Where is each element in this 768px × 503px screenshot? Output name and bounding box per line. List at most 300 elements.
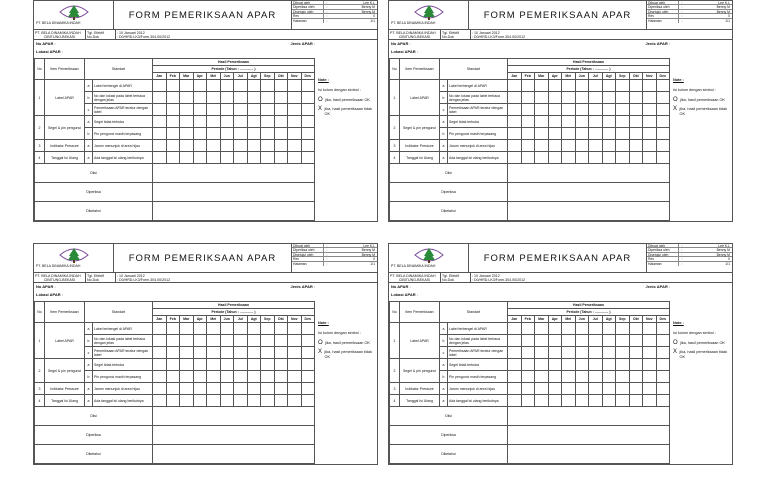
- result-cell[interactable]: [153, 128, 167, 140]
- result-cell[interactable]: [521, 371, 535, 383]
- result-cell[interactable]: [643, 359, 657, 371]
- result-cell[interactable]: [656, 371, 670, 383]
- result-cell[interactable]: [508, 128, 522, 140]
- result-cell[interactable]: [193, 80, 207, 92]
- result-cell[interactable]: [629, 104, 643, 116]
- result-cell[interactable]: [656, 92, 670, 104]
- result-cell[interactable]: [180, 371, 194, 383]
- result-cell[interactable]: [220, 140, 234, 152]
- result-cell[interactable]: [166, 323, 180, 335]
- result-cell[interactable]: [166, 152, 180, 164]
- result-cell[interactable]: [548, 140, 562, 152]
- result-cell[interactable]: [562, 359, 576, 371]
- result-cell[interactable]: [521, 152, 535, 164]
- result-cell[interactable]: [274, 359, 288, 371]
- result-cell[interactable]: [261, 371, 275, 383]
- result-cell[interactable]: [193, 395, 207, 407]
- result-cell[interactable]: [575, 92, 589, 104]
- result-cell[interactable]: [521, 335, 535, 347]
- result-cell[interactable]: [508, 80, 522, 92]
- result-cell[interactable]: [602, 92, 616, 104]
- result-cell[interactable]: [535, 92, 549, 104]
- result-cell[interactable]: [629, 347, 643, 359]
- result-cell[interactable]: [274, 152, 288, 164]
- result-cell[interactable]: [180, 323, 194, 335]
- result-cell[interactable]: [193, 116, 207, 128]
- result-cell[interactable]: [508, 371, 522, 383]
- result-cell[interactable]: [562, 116, 576, 128]
- result-cell[interactable]: [274, 371, 288, 383]
- result-cell[interactable]: [288, 347, 302, 359]
- result-cell[interactable]: [589, 116, 603, 128]
- result-cell[interactable]: [548, 92, 562, 104]
- result-cell[interactable]: [602, 359, 616, 371]
- result-cell[interactable]: [562, 152, 576, 164]
- result-cell[interactable]: [535, 323, 549, 335]
- result-cell[interactable]: [261, 140, 275, 152]
- result-cell[interactable]: [656, 116, 670, 128]
- result-cell[interactable]: [247, 395, 261, 407]
- result-cell[interactable]: [220, 92, 234, 104]
- result-cell[interactable]: [193, 323, 207, 335]
- result-cell[interactable]: [234, 92, 248, 104]
- result-cell[interactable]: [193, 383, 207, 395]
- result-cell[interactable]: [602, 347, 616, 359]
- result-cell[interactable]: [643, 395, 657, 407]
- result-cell[interactable]: [629, 92, 643, 104]
- result-cell[interactable]: [288, 128, 302, 140]
- result-cell[interactable]: [180, 140, 194, 152]
- signature-field[interactable]: [508, 183, 670, 202]
- result-cell[interactable]: [166, 128, 180, 140]
- result-cell[interactable]: [629, 383, 643, 395]
- result-cell[interactable]: [562, 104, 576, 116]
- result-cell[interactable]: [589, 128, 603, 140]
- signature-field[interactable]: [508, 445, 670, 464]
- result-cell[interactable]: [247, 116, 261, 128]
- result-cell[interactable]: [207, 359, 221, 371]
- result-cell[interactable]: [575, 80, 589, 92]
- result-cell[interactable]: [247, 371, 261, 383]
- result-cell[interactable]: [575, 347, 589, 359]
- result-cell[interactable]: [193, 359, 207, 371]
- result-cell[interactable]: [261, 80, 275, 92]
- result-cell[interactable]: [261, 335, 275, 347]
- result-cell[interactable]: [521, 128, 535, 140]
- result-cell[interactable]: [602, 323, 616, 335]
- result-cell[interactable]: [180, 152, 194, 164]
- result-cell[interactable]: [207, 323, 221, 335]
- result-cell[interactable]: [180, 80, 194, 92]
- result-cell[interactable]: [535, 128, 549, 140]
- result-cell[interactable]: [656, 335, 670, 347]
- result-cell[interactable]: [616, 335, 630, 347]
- result-cell[interactable]: [656, 128, 670, 140]
- result-cell[interactable]: [575, 323, 589, 335]
- signature-field[interactable]: [153, 164, 315, 183]
- result-cell[interactable]: [288, 371, 302, 383]
- result-cell[interactable]: [656, 104, 670, 116]
- result-cell[interactable]: [247, 92, 261, 104]
- result-cell[interactable]: [274, 347, 288, 359]
- result-cell[interactable]: [193, 335, 207, 347]
- result-cell[interactable]: [180, 116, 194, 128]
- result-cell[interactable]: [616, 140, 630, 152]
- result-cell[interactable]: [548, 104, 562, 116]
- result-cell[interactable]: [301, 152, 315, 164]
- result-cell[interactable]: [656, 383, 670, 395]
- result-cell[interactable]: [589, 395, 603, 407]
- result-cell[interactable]: [153, 359, 167, 371]
- signature-field[interactable]: [508, 407, 670, 426]
- result-cell[interactable]: [301, 335, 315, 347]
- result-cell[interactable]: [220, 395, 234, 407]
- result-cell[interactable]: [220, 80, 234, 92]
- signature-field[interactable]: [153, 183, 315, 202]
- result-cell[interactable]: [166, 395, 180, 407]
- result-cell[interactable]: [616, 383, 630, 395]
- result-cell[interactable]: [589, 92, 603, 104]
- result-cell[interactable]: [602, 371, 616, 383]
- result-cell[interactable]: [234, 335, 248, 347]
- result-cell[interactable]: [521, 140, 535, 152]
- result-cell[interactable]: [643, 152, 657, 164]
- result-cell[interactable]: [535, 116, 549, 128]
- result-cell[interactable]: [247, 104, 261, 116]
- result-cell[interactable]: [629, 140, 643, 152]
- result-cell[interactable]: [575, 116, 589, 128]
- result-cell[interactable]: [508, 335, 522, 347]
- result-cell[interactable]: [535, 140, 549, 152]
- result-cell[interactable]: [643, 347, 657, 359]
- result-cell[interactable]: [220, 371, 234, 383]
- result-cell[interactable]: [301, 347, 315, 359]
- result-cell[interactable]: [193, 92, 207, 104]
- result-cell[interactable]: [153, 152, 167, 164]
- signature-field[interactable]: [508, 164, 670, 183]
- result-cell[interactable]: [220, 128, 234, 140]
- result-cell[interactable]: [643, 116, 657, 128]
- result-cell[interactable]: [166, 383, 180, 395]
- result-cell[interactable]: [207, 152, 221, 164]
- result-cell[interactable]: [643, 371, 657, 383]
- result-cell[interactable]: [589, 383, 603, 395]
- result-cell[interactable]: [207, 80, 221, 92]
- result-cell[interactable]: [575, 395, 589, 407]
- result-cell[interactable]: [166, 335, 180, 347]
- result-cell[interactable]: [535, 104, 549, 116]
- result-cell[interactable]: [288, 395, 302, 407]
- result-cell[interactable]: [288, 80, 302, 92]
- result-cell[interactable]: [629, 323, 643, 335]
- result-cell[interactable]: [629, 395, 643, 407]
- result-cell[interactable]: [301, 104, 315, 116]
- result-cell[interactable]: [261, 359, 275, 371]
- result-cell[interactable]: [220, 323, 234, 335]
- result-cell[interactable]: [166, 80, 180, 92]
- result-cell[interactable]: [535, 371, 549, 383]
- result-cell[interactable]: [643, 92, 657, 104]
- result-cell[interactable]: [274, 395, 288, 407]
- result-cell[interactable]: [261, 395, 275, 407]
- result-cell[interactable]: [575, 104, 589, 116]
- result-cell[interactable]: [261, 116, 275, 128]
- result-cell[interactable]: [508, 323, 522, 335]
- result-cell[interactable]: [575, 371, 589, 383]
- result-cell[interactable]: [220, 359, 234, 371]
- result-cell[interactable]: [193, 347, 207, 359]
- result-cell[interactable]: [629, 80, 643, 92]
- result-cell[interactable]: [548, 383, 562, 395]
- result-cell[interactable]: [193, 104, 207, 116]
- result-cell[interactable]: [616, 371, 630, 383]
- result-cell[interactable]: [234, 152, 248, 164]
- result-cell[interactable]: [153, 104, 167, 116]
- result-cell[interactable]: [153, 80, 167, 92]
- result-cell[interactable]: [521, 359, 535, 371]
- result-cell[interactable]: [234, 383, 248, 395]
- result-cell[interactable]: [589, 104, 603, 116]
- result-cell[interactable]: [643, 335, 657, 347]
- result-cell[interactable]: [180, 347, 194, 359]
- result-cell[interactable]: [575, 335, 589, 347]
- result-cell[interactable]: [153, 116, 167, 128]
- result-cell[interactable]: [274, 335, 288, 347]
- result-cell[interactable]: [535, 395, 549, 407]
- result-cell[interactable]: [153, 347, 167, 359]
- result-cell[interactable]: [288, 323, 302, 335]
- result-cell[interactable]: [166, 140, 180, 152]
- result-cell[interactable]: [261, 92, 275, 104]
- result-cell[interactable]: [643, 80, 657, 92]
- result-cell[interactable]: [220, 383, 234, 395]
- result-cell[interactable]: [508, 347, 522, 359]
- result-cell[interactable]: [234, 359, 248, 371]
- result-cell[interactable]: [602, 128, 616, 140]
- result-cell[interactable]: [548, 371, 562, 383]
- result-cell[interactable]: [288, 116, 302, 128]
- result-cell[interactable]: [535, 383, 549, 395]
- result-cell[interactable]: [602, 152, 616, 164]
- result-cell[interactable]: [220, 335, 234, 347]
- result-cell[interactable]: [207, 104, 221, 116]
- result-cell[interactable]: [261, 152, 275, 164]
- result-cell[interactable]: [656, 347, 670, 359]
- result-cell[interactable]: [575, 152, 589, 164]
- result-cell[interactable]: [643, 140, 657, 152]
- signature-field[interactable]: [153, 445, 315, 464]
- result-cell[interactable]: [629, 128, 643, 140]
- result-cell[interactable]: [548, 335, 562, 347]
- result-cell[interactable]: [562, 80, 576, 92]
- result-cell[interactable]: [166, 371, 180, 383]
- result-cell[interactable]: [656, 323, 670, 335]
- result-cell[interactable]: [535, 335, 549, 347]
- result-cell[interactable]: [247, 80, 261, 92]
- result-cell[interactable]: [548, 128, 562, 140]
- result-cell[interactable]: [602, 80, 616, 92]
- result-cell[interactable]: [521, 116, 535, 128]
- result-cell[interactable]: [589, 347, 603, 359]
- result-cell[interactable]: [589, 152, 603, 164]
- result-cell[interactable]: [643, 323, 657, 335]
- result-cell[interactable]: [153, 92, 167, 104]
- result-cell[interactable]: [629, 116, 643, 128]
- result-cell[interactable]: [261, 104, 275, 116]
- result-cell[interactable]: [247, 383, 261, 395]
- result-cell[interactable]: [166, 347, 180, 359]
- result-cell[interactable]: [247, 335, 261, 347]
- result-cell[interactable]: [220, 152, 234, 164]
- result-cell[interactable]: [589, 80, 603, 92]
- result-cell[interactable]: [247, 152, 261, 164]
- result-cell[interactable]: [643, 104, 657, 116]
- result-cell[interactable]: [548, 152, 562, 164]
- result-cell[interactable]: [643, 128, 657, 140]
- result-cell[interactable]: [207, 383, 221, 395]
- result-cell[interactable]: [180, 395, 194, 407]
- result-cell[interactable]: [180, 92, 194, 104]
- result-cell[interactable]: [274, 116, 288, 128]
- result-cell[interactable]: [274, 323, 288, 335]
- result-cell[interactable]: [656, 395, 670, 407]
- result-cell[interactable]: [220, 347, 234, 359]
- result-cell[interactable]: [274, 140, 288, 152]
- result-cell[interactable]: [274, 383, 288, 395]
- result-cell[interactable]: [521, 104, 535, 116]
- result-cell[interactable]: [629, 359, 643, 371]
- result-cell[interactable]: [616, 359, 630, 371]
- result-cell[interactable]: [234, 128, 248, 140]
- result-cell[interactable]: [153, 335, 167, 347]
- result-cell[interactable]: [288, 383, 302, 395]
- result-cell[interactable]: [562, 371, 576, 383]
- result-cell[interactable]: [521, 323, 535, 335]
- signature-field[interactable]: [153, 202, 315, 221]
- result-cell[interactable]: [562, 335, 576, 347]
- result-cell[interactable]: [301, 116, 315, 128]
- result-cell[interactable]: [193, 371, 207, 383]
- result-cell[interactable]: [521, 347, 535, 359]
- result-cell[interactable]: [508, 152, 522, 164]
- result-cell[interactable]: [629, 335, 643, 347]
- result-cell[interactable]: [207, 116, 221, 128]
- result-cell[interactable]: [508, 395, 522, 407]
- result-cell[interactable]: [247, 347, 261, 359]
- result-cell[interactable]: [274, 92, 288, 104]
- signature-field[interactable]: [153, 426, 315, 445]
- result-cell[interactable]: [234, 323, 248, 335]
- result-cell[interactable]: [508, 140, 522, 152]
- result-cell[interactable]: [616, 116, 630, 128]
- result-cell[interactable]: [562, 128, 576, 140]
- result-cell[interactable]: [616, 80, 630, 92]
- result-cell[interactable]: [234, 104, 248, 116]
- result-cell[interactable]: [193, 152, 207, 164]
- result-cell[interactable]: [207, 371, 221, 383]
- result-cell[interactable]: [589, 335, 603, 347]
- result-cell[interactable]: [521, 92, 535, 104]
- result-cell[interactable]: [602, 104, 616, 116]
- result-cell[interactable]: [153, 371, 167, 383]
- result-cell[interactable]: [274, 80, 288, 92]
- result-cell[interactable]: [602, 116, 616, 128]
- result-cell[interactable]: [153, 383, 167, 395]
- result-cell[interactable]: [535, 359, 549, 371]
- result-cell[interactable]: [575, 128, 589, 140]
- result-cell[interactable]: [193, 128, 207, 140]
- result-cell[interactable]: [288, 92, 302, 104]
- result-cell[interactable]: [301, 383, 315, 395]
- result-cell[interactable]: [166, 104, 180, 116]
- result-cell[interactable]: [153, 140, 167, 152]
- result-cell[interactable]: [220, 116, 234, 128]
- result-cell[interactable]: [301, 359, 315, 371]
- result-cell[interactable]: [616, 92, 630, 104]
- result-cell[interactable]: [616, 128, 630, 140]
- result-cell[interactable]: [247, 128, 261, 140]
- result-cell[interactable]: [548, 395, 562, 407]
- result-cell[interactable]: [616, 104, 630, 116]
- result-cell[interactable]: [562, 347, 576, 359]
- result-cell[interactable]: [301, 80, 315, 92]
- result-cell[interactable]: [207, 92, 221, 104]
- result-cell[interactable]: [548, 323, 562, 335]
- result-cell[interactable]: [575, 140, 589, 152]
- result-cell[interactable]: [589, 323, 603, 335]
- result-cell[interactable]: [301, 140, 315, 152]
- result-cell[interactable]: [207, 395, 221, 407]
- result-cell[interactable]: [643, 383, 657, 395]
- result-cell[interactable]: [207, 140, 221, 152]
- result-cell[interactable]: [274, 104, 288, 116]
- result-cell[interactable]: [521, 80, 535, 92]
- result-cell[interactable]: [207, 347, 221, 359]
- result-cell[interactable]: [521, 395, 535, 407]
- result-cell[interactable]: [234, 116, 248, 128]
- result-cell[interactable]: [247, 140, 261, 152]
- result-cell[interactable]: [261, 383, 275, 395]
- result-cell[interactable]: [602, 383, 616, 395]
- result-cell[interactable]: [301, 92, 315, 104]
- result-cell[interactable]: [575, 383, 589, 395]
- result-cell[interactable]: [656, 140, 670, 152]
- result-cell[interactable]: [207, 335, 221, 347]
- result-cell[interactable]: [261, 347, 275, 359]
- result-cell[interactable]: [562, 383, 576, 395]
- signature-field[interactable]: [508, 202, 670, 221]
- signature-field[interactable]: [508, 426, 670, 445]
- result-cell[interactable]: [153, 323, 167, 335]
- result-cell[interactable]: [589, 359, 603, 371]
- result-cell[interactable]: [562, 140, 576, 152]
- result-cell[interactable]: [602, 140, 616, 152]
- result-cell[interactable]: [301, 371, 315, 383]
- result-cell[interactable]: [301, 323, 315, 335]
- result-cell[interactable]: [562, 395, 576, 407]
- result-cell[interactable]: [220, 104, 234, 116]
- result-cell[interactable]: [288, 104, 302, 116]
- result-cell[interactable]: [301, 395, 315, 407]
- result-cell[interactable]: [535, 152, 549, 164]
- result-cell[interactable]: [548, 80, 562, 92]
- result-cell[interactable]: [247, 323, 261, 335]
- result-cell[interactable]: [234, 371, 248, 383]
- result-cell[interactable]: [180, 104, 194, 116]
- result-cell[interactable]: [301, 128, 315, 140]
- result-cell[interactable]: [288, 335, 302, 347]
- result-cell[interactable]: [180, 335, 194, 347]
